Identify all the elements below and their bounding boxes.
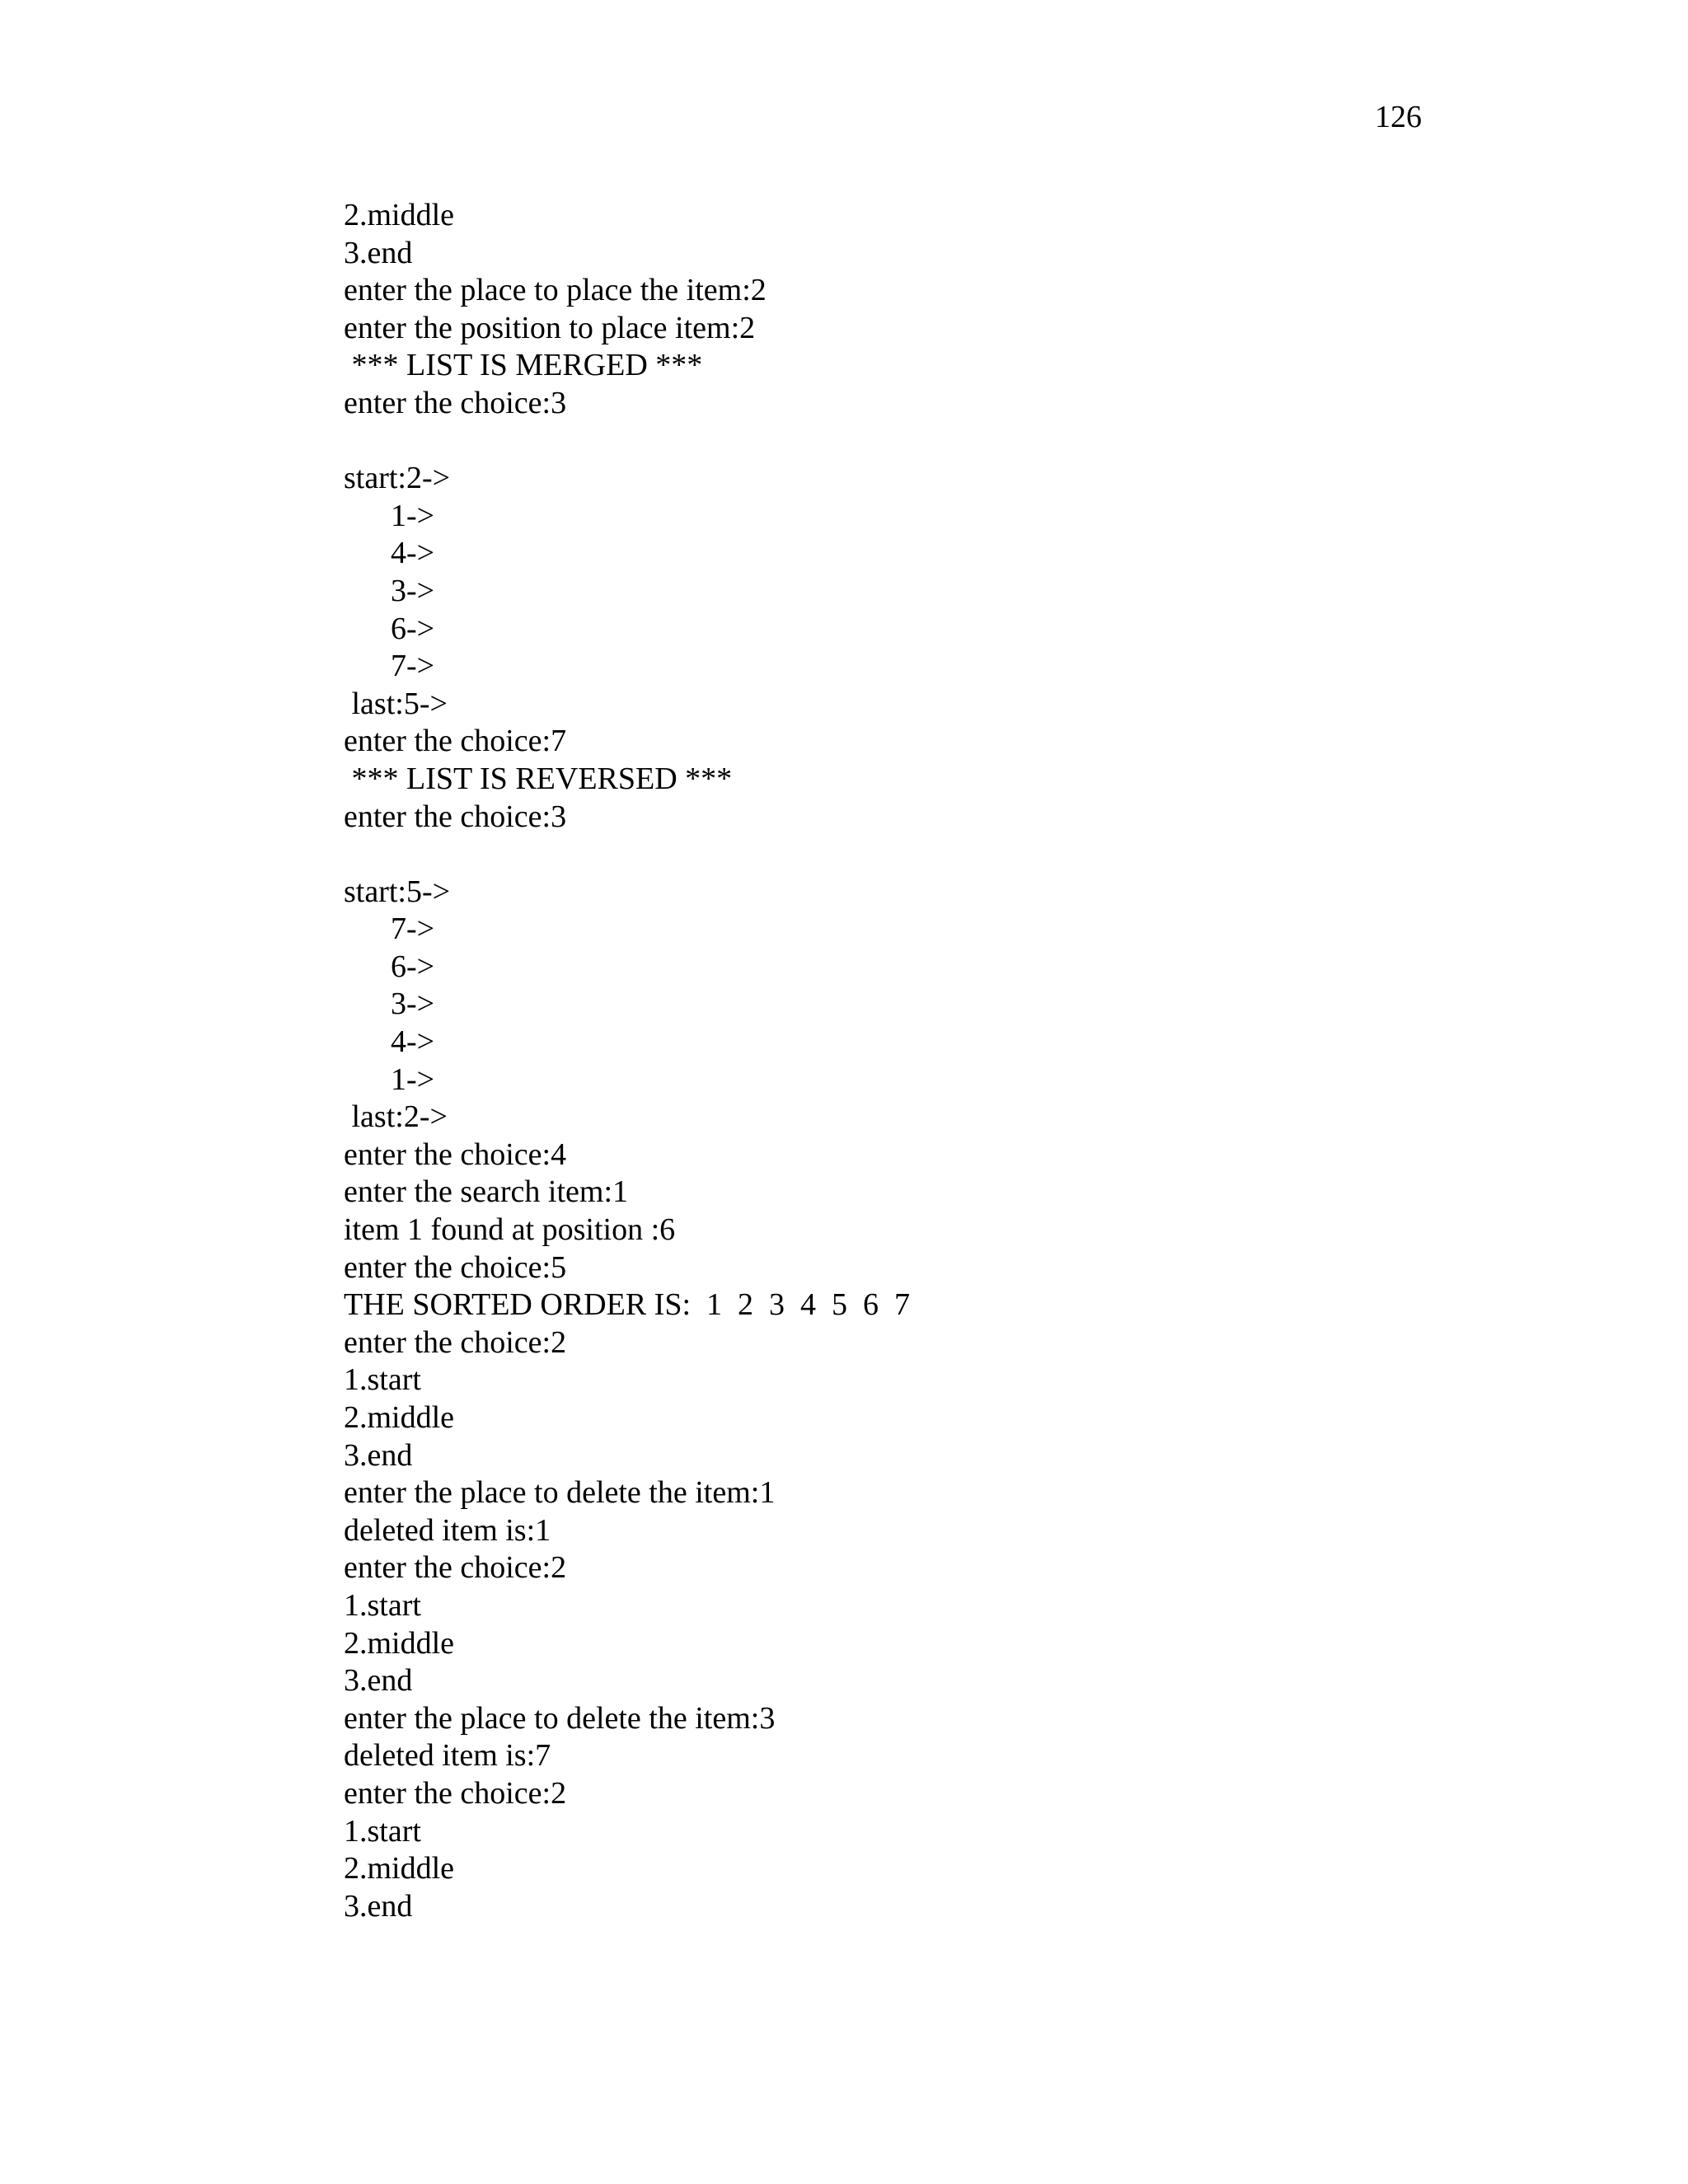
output-line: enter the choice:3 [344,385,567,420]
page-number: 126 [1375,100,1422,134]
program-output [344,197,1498,1925]
output-line: 2.middle [344,1625,455,1661]
output-line: 3.end [344,235,413,270]
output-line: 2.middle [344,1400,455,1435]
output-line: deleted item is:7 [344,1738,551,1774]
output-line [344,423,1498,461]
output-line: enter the choice:4 [344,1137,567,1172]
output-line: deleted item is:1 [344,1512,551,1548]
output-line [344,836,1498,874]
output-line: 7-> [344,912,435,947]
output-line: enter the place to delete the item:1 [344,1475,776,1511]
output-line: enter the choice:2 [344,1550,567,1586]
output-line: enter the choice:5 [344,1249,567,1285]
output-line: 3.end [344,1437,413,1473]
output-line: last:5-> [344,686,448,721]
output-line: *** LIST IS REVERSED *** [344,761,733,796]
output-line: enter the choice:2 [344,1775,567,1811]
output-line: 3.end [344,1663,413,1699]
output-line: 1.start [344,1362,421,1398]
output-line: enter the place to delete the item:3 [344,1700,776,1736]
output-line: enter the choice:3 [344,799,567,834]
output-line: 6-> [344,611,435,646]
output-line: 4-> [344,536,435,571]
output-line: 1.start [344,1587,421,1623]
output-line: enter the choice:7 [344,724,567,759]
output-line: start:5-> [344,874,451,909]
output-line: THE SORTED ORDER IS: 1 2 3 4 5 6 7 [344,1287,911,1323]
output-line: 3-> [344,987,435,1022]
output-line: 6-> [344,949,435,984]
output-line: 1-> [344,1062,435,1097]
output-line: *** LIST IS MERGED *** [344,348,703,383]
output-line: 2.middle [344,198,455,232]
output-line: enter the choice:2 [344,1324,567,1360]
output-line: 3.end [344,1888,413,1924]
output-line: start:2-> [344,461,451,496]
output-line: 2.middle [344,1851,455,1886]
output-line: last:2-> [344,1099,448,1135]
output-line: 1-> [344,498,435,533]
output-line: enter the position to place item:2 [344,310,756,345]
output-line: 4-> [344,1024,435,1060]
output-line: 3-> [344,573,435,608]
output-line: enter the place to place the item:2 [344,273,767,308]
output-line: item 1 found at position :6 [344,1212,676,1248]
output-line: enter the search item:1 [344,1174,629,1210]
output-line: 1.start [344,1813,421,1849]
output-line: 7-> [344,649,435,684]
